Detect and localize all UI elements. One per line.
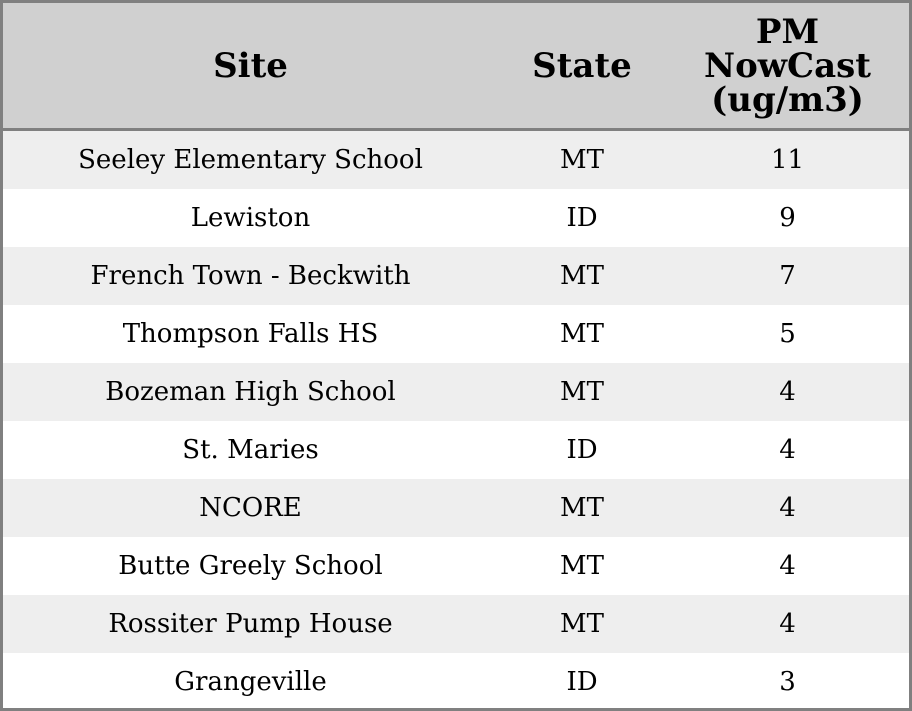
cell-state: MT bbox=[498, 595, 666, 653]
cell-state: MT bbox=[498, 363, 666, 421]
cell-state: ID bbox=[498, 421, 666, 479]
header-site: Site bbox=[3, 3, 498, 130]
pm-nowcast-table bbox=[3, 3, 909, 711]
cell-site: Grangeville bbox=[3, 653, 498, 711]
header-pm-line-1: PM bbox=[755, 11, 820, 52]
table-row bbox=[3, 653, 909, 711]
cell-site: St. Maries bbox=[3, 421, 498, 479]
table-row bbox=[3, 421, 909, 479]
cell-value: 5 bbox=[666, 305, 909, 363]
table-row bbox=[3, 363, 909, 421]
header-pm-line-2: NowCast bbox=[704, 45, 871, 86]
cell-value: 3 bbox=[666, 653, 909, 711]
cell-value: 4 bbox=[666, 421, 909, 479]
header-row bbox=[3, 3, 909, 130]
cell-site: Seeley Elementary School bbox=[3, 130, 498, 190]
cell-state: MT bbox=[498, 130, 666, 190]
cell-value: 11 bbox=[666, 130, 909, 190]
table-row bbox=[3, 595, 909, 653]
cell-value: 7 bbox=[666, 247, 909, 305]
cell-site: Bozeman High School bbox=[3, 363, 498, 421]
table-row bbox=[3, 130, 909, 190]
cell-value: 4 bbox=[666, 537, 909, 595]
cell-state: MT bbox=[498, 479, 666, 537]
table-row bbox=[3, 247, 909, 305]
cell-value: 4 bbox=[666, 595, 909, 653]
table-row bbox=[3, 305, 909, 363]
table-row bbox=[3, 479, 909, 537]
header-pm-nowcast bbox=[666, 3, 909, 130]
cell-state: MT bbox=[498, 537, 666, 595]
cell-site: Thompson Falls HS bbox=[3, 305, 498, 363]
header-state: State bbox=[498, 3, 666, 130]
cell-site: Lewiston bbox=[3, 189, 498, 247]
cell-site: French Town - Beckwith bbox=[3, 247, 498, 305]
cell-state: ID bbox=[498, 653, 666, 711]
cell-site: NCORE bbox=[3, 479, 498, 537]
cell-value: 4 bbox=[666, 479, 909, 537]
cell-value: 9 bbox=[666, 189, 909, 247]
cell-site: Butte Greely School bbox=[3, 537, 498, 595]
cell-state: MT bbox=[498, 305, 666, 363]
table-body bbox=[3, 130, 909, 711]
cell-value: 4 bbox=[666, 363, 909, 421]
table-header bbox=[3, 3, 909, 130]
cell-site: Rossiter Pump House bbox=[3, 595, 498, 653]
cell-state: ID bbox=[498, 189, 666, 247]
cell-state: MT bbox=[498, 247, 666, 305]
table-row bbox=[3, 189, 909, 247]
table-row bbox=[3, 537, 909, 595]
header-pm-line-3: (ug/m3) bbox=[711, 79, 864, 120]
